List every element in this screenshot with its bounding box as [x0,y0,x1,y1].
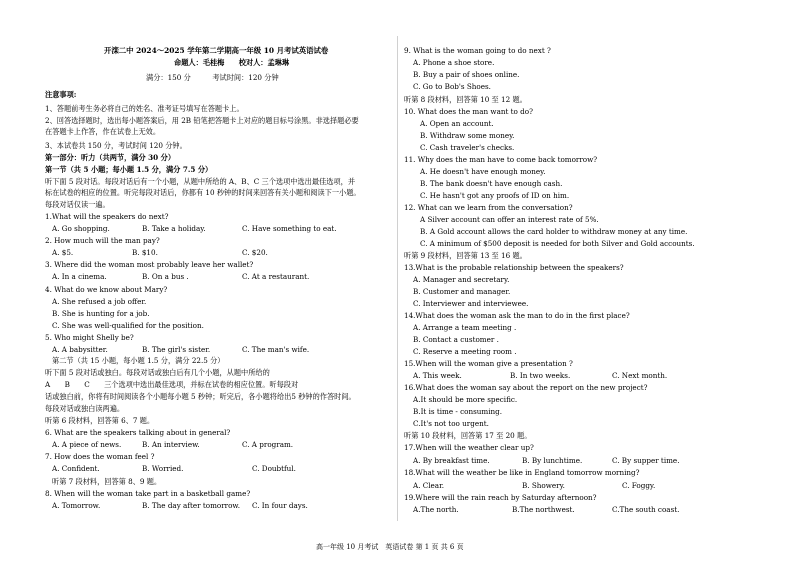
section1-instruction: 每段对话仅读一遍。 [45,200,110,209]
question-8: 8. When will the woman take part in a basketball game? [45,489,251,498]
option: B. Showery. [522,481,565,490]
section2-instruction: 每段对话或独白读两遍。 [45,404,125,413]
option: A. This week. [413,371,462,380]
material-8-instruction: 听第 8 段材料，回答第 10 至 12 题。 [404,95,527,104]
option: B. Withdraw some money. [420,131,515,140]
option: A.The north. [413,505,459,514]
option: C. By supper time. [612,456,680,465]
option: B. An interview. [142,440,200,449]
question-16: 16.What does the woman say about the report on the new project? [404,383,648,392]
option: B. The bank doesn't have enough cash. [420,179,563,188]
question-7: 7. How does the woman feel ? [45,452,155,461]
authors: 命题人：毛桂梅 校对人：孟琳琳 [174,58,290,67]
question-18: 18.What will the weather be like in England tomorrow morning? [404,468,640,477]
option: A. Go shopping. [52,224,110,233]
question-10: 10. What does the man want to do? [404,107,533,116]
option: A. Phone a shoe store. [413,58,495,67]
note-line: 1、答题前考生务必将自己的姓名、准考证号填写在答题卡上。 [45,104,244,113]
question-1: 1.What will the speakers do next? [45,212,169,221]
material-9-instruction: 听第 9 段材料，回答第 13 至 16 题。 [404,251,527,260]
question-12: 12. What can we learn from the conversation? [404,203,573,212]
option: B. Buy a pair of shoes online. [413,70,520,79]
option: B. She is hunting for a job. [52,309,150,318]
option: A Silver account can offer an interest rate of 5%. [420,215,599,224]
section1-instruction: 标在试卷的相应的位置。听完每段对话后，你都有 10 秒钟的时间来回答有关小题和阅读下一小题。 [45,188,361,197]
option: B. Contact a customer . [413,335,499,344]
option: A.It should be more specific. [413,395,518,404]
option: B. Take a holiday. [142,224,206,233]
option: B. The girl's sister. [142,345,211,354]
option: C.The south coast. [612,505,680,514]
option: C. Interviewer and interviewee. [413,299,529,308]
section2-instruction: 听下面 5 段对话或独白。每段对话或独白后有几个小题，从题中所给的 [45,368,270,377]
option: A. $5. [52,248,74,257]
option: A. By breakfast time. [413,456,490,465]
note-line: 2、回答选择题时，选出每小题答案后，用 2B 铅笔把答题卡上对应的题目标号涂黑。非选择题必要 [45,116,359,125]
option: B. By lunchtime. [522,456,583,465]
section1-heading: 第一节（共 5 小题；每小题 1.5 分，满分 7.5 分） [45,165,213,174]
section1-instruction: 听下面 5 段对话。每段对话后有一个小题，从题中所给的 A、B、C 三个选项中选出最佳选项，并 [45,177,356,186]
option: C. Reserve a meeting room . [413,347,517,356]
exam-title: 开滦二中 2024～2025 学年第二学期高一年级 10 月考试英语试卷 [104,46,329,55]
notes-title: 注意事项: [45,90,77,99]
question-11: 11. Why does the man have to come back tomorrow? [404,155,598,164]
option: C. Cash traveler's checks. [420,143,515,152]
option: C. He hasn't got any proofs of ID on him. [420,191,570,200]
score-time: 满分：150 分 考试时间：120 分钟 [146,73,279,82]
option: C. A program. [242,440,294,449]
option: C. At a restaurant. [242,272,310,281]
question-19: 19.Where will the rain reach by Saturday afternoon? [404,493,597,502]
option: B. On a bus . [142,272,189,281]
question-5: 5. Who might Shelly be? [45,333,134,342]
option: C. The man's wife. [242,345,310,354]
note-line: 3、本试卷共 150 分，考试时间 120 分钟。 [45,141,187,150]
option: C. She was well-qualified for the position. [52,321,204,330]
option: A. She refused a job offer. [52,297,147,306]
option: C. Next month. [612,371,668,380]
material-10-instruction: 听第 10 段材料，回答第 17 至 20 题。 [404,431,532,440]
option: A. Arrange a team meeting . [413,323,517,332]
question-13: 13.What is the probable relationship between the speakers? [404,263,624,272]
option: C.It's not too urgent. [413,419,489,428]
section2-instruction: A B C 三个选项中选出最佳选项，并标在试卷的相应位置。听每段对 [45,380,299,389]
option: A. In a cinema. [52,272,107,281]
option: B.It is time - consuming. [413,407,503,416]
option: A. Open an account. [420,119,494,128]
option: A. A piece of news. [52,440,122,449]
option: B. In two weeks. [510,371,571,380]
option: B. Worried. [142,464,184,473]
section2-instruction: 话或独白前，你将有时间阅读各个小题每小题 5 秒钟；听完后，各小题将给出5 秒钟的作答时间。 [45,392,356,401]
option: A. Tomorrow. [52,501,101,510]
question-4: 4. What do we know about Mary? [45,285,168,294]
question-17: 17.When will the weather clear up? [404,443,534,452]
note-line: 在答题卡上作答，作在试卷上无效。 [45,127,161,136]
material-6-instruction: 听第 6 段材料，回答第 6、7 题。 [45,416,155,425]
option: A. Clear. [413,481,445,490]
option: B.The northwest. [512,505,575,514]
page-footer: 高一年级 10 月考试 英语试卷 第 1 页 共 6 页 [316,543,464,551]
option: A. Confident. [52,464,100,473]
question-15: 15.When will the woman give a presentation ? [404,359,573,368]
question-9: 9. What is the woman going to do next ? [404,46,551,55]
option: C. In four days. [252,501,308,510]
option: B. $10. [132,248,158,257]
option: A. He doesn't have enough money. [420,167,546,176]
question-6: 6. What are the speakers talking about in general? [45,428,231,437]
question-14: 14.What does the woman ask the man to do in the first place? [404,311,630,320]
option: C. $20. [242,248,268,257]
section2-heading: 第二节（共 15 小题，每小题 1.5 分，满分 22.5 分） [52,356,225,365]
question-3: 3. Where did the woman most probably leave her wallet? [45,260,254,269]
option: B. The day after tomorrow. [142,501,240,510]
column-divider [397,36,398,521]
option: C. A minimum of $500 deposit is needed for both Silver and Gold accounts. [420,239,695,248]
option: C. Go to Bob's Shoes. [413,82,491,91]
option: C. Have something to eat. [242,224,337,233]
option: B. A Gold account allows the card holder to withdraw money at any time. [420,227,688,236]
option: B. Customer and manager. [413,287,511,296]
question-2: 2. How much will the man pay? [45,236,160,245]
option: C. Foggy. [622,481,656,490]
option: A. A babysitter. [52,345,108,354]
material-7-instruction: 听第 7 段材料，回答第 8、9 题。 [52,477,162,486]
part1-heading: 第一部分：听力（共两节，满分 30 分） [45,153,176,162]
option: C. Doubtful. [252,464,296,473]
option: A. Manager and secretary. [413,275,510,284]
